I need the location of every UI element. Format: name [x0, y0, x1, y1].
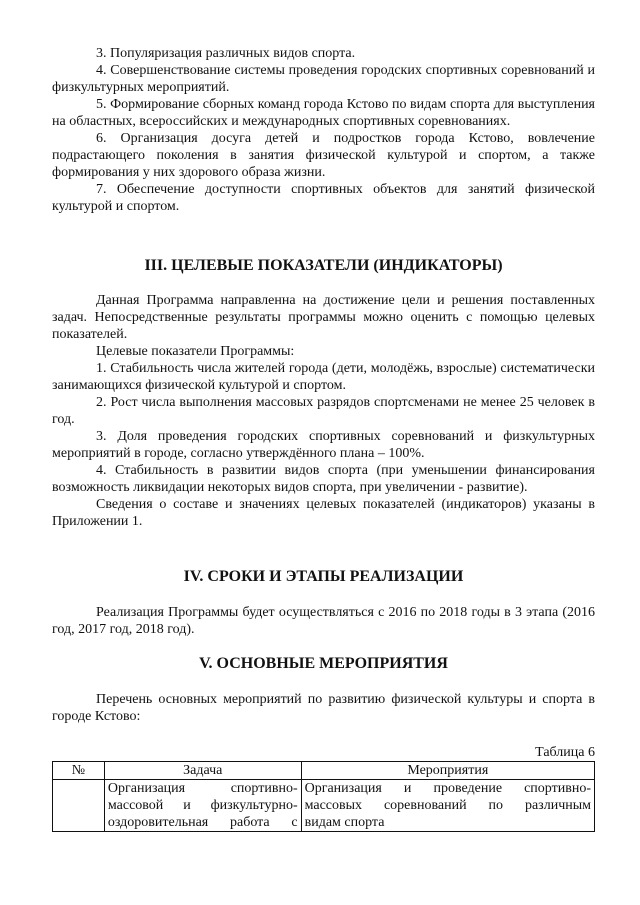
table-cell-events [301, 780, 594, 832]
section-3-body [52, 292, 595, 530]
section-4-body [52, 604, 595, 638]
table-header-row [53, 762, 595, 780]
paragraph: Сведения о составе и значениях целевых показателей (индикаторов) указаны в Приложении 1. [52, 497, 595, 529]
list-item: 3. Популяризация различных видов спорта. [96, 46, 356, 61]
paragraph: Перечень основных мероприятий по развитию физической культуры и спорта в городе Кстово: [52, 692, 595, 724]
list-item: 4. Совершенствование системы проведения городских спортивных соревнований и физкультурных мероприятий. [52, 63, 595, 95]
measures-table [52, 761, 595, 832]
section-5-body [52, 691, 595, 725]
section-4-heading: IV. СРОКИ И ЭТАПЫ РЕАЛИЗАЦИИ [183, 568, 464, 585]
event-line: Организация и проведение спортивно- [304, 781, 591, 796]
column-header-events: Мероприятия [301, 762, 594, 780]
table-cell-number [53, 780, 105, 832]
section-3-heading: III. ЦЕЛЕВЫЕ ПОКАЗАТЕЛИ (ИНДИКАТОРЫ) [144, 257, 503, 274]
list-item: 7. Обеспечение доступности спортивных объектов для занятий физической культурой и спортом. [52, 182, 595, 214]
column-header-task: Задача [104, 762, 301, 780]
section-5-heading: V. ОСНОВНЫЕ МЕРОПРИЯТИЯ [199, 655, 448, 672]
table-cell-task [104, 780, 301, 832]
paragraph: Данная Программа направленна на достижение цели и решения поставленных задач. Непосредственные результаты программы можно оценить с помощью целевых показателей. [52, 293, 595, 342]
task-line: Организация спортивно- [107, 781, 298, 796]
paragraph: 2. Рост числа выполнения массовых разрядов спортсменами не менее 25 человек в год. [52, 395, 595, 427]
task-line: массовой и физкультурно- [107, 798, 298, 813]
list-item: 6. Организация досуга детей и подростков города Кстово, вовлечение подрастающего поколения в занятия физической культурой и спортом, а также формирования у них здорового образа жизни. [52, 131, 595, 180]
paragraph: 4. Стабильность в развитии видов спорта (при уменьшении финансирования возможность ликвидации некоторых видов спорта, при увеличении - развитие). [52, 463, 595, 495]
goals-list [52, 45, 595, 215]
event-line: массовых соревнований по различным [304, 798, 591, 813]
paragraph: Реализация Программы будет осуществляться с 2016 по 2018 годы в 3 этапа (2016 год, 2017 год, 2018 год). [52, 605, 595, 637]
paragraph: 3. Доля проведения городских спортивных соревнований и физкультурных мероприятий в городе, согласно утверждённого плана – 100%. [52, 429, 595, 461]
column-header-number: № [53, 762, 105, 780]
list-item: 5. Формирование сборных команд города Кстово по видам спорта для выступления на областных, всероссийских и международных спортивных соревнованиях. [52, 97, 595, 129]
table-caption: Таблица 6 [535, 745, 595, 760]
paragraph: Целевые показатели Программы: [96, 344, 295, 359]
paragraph: 1. Стабильность числа жителей города (дети, молодёжь, взрослые) систематически занимающихся физической культурой и спортом. [52, 361, 595, 393]
event-line: видам спорта [304, 815, 385, 830]
table-row [53, 780, 595, 832]
task-line: оздоровительная работа с [107, 815, 298, 830]
